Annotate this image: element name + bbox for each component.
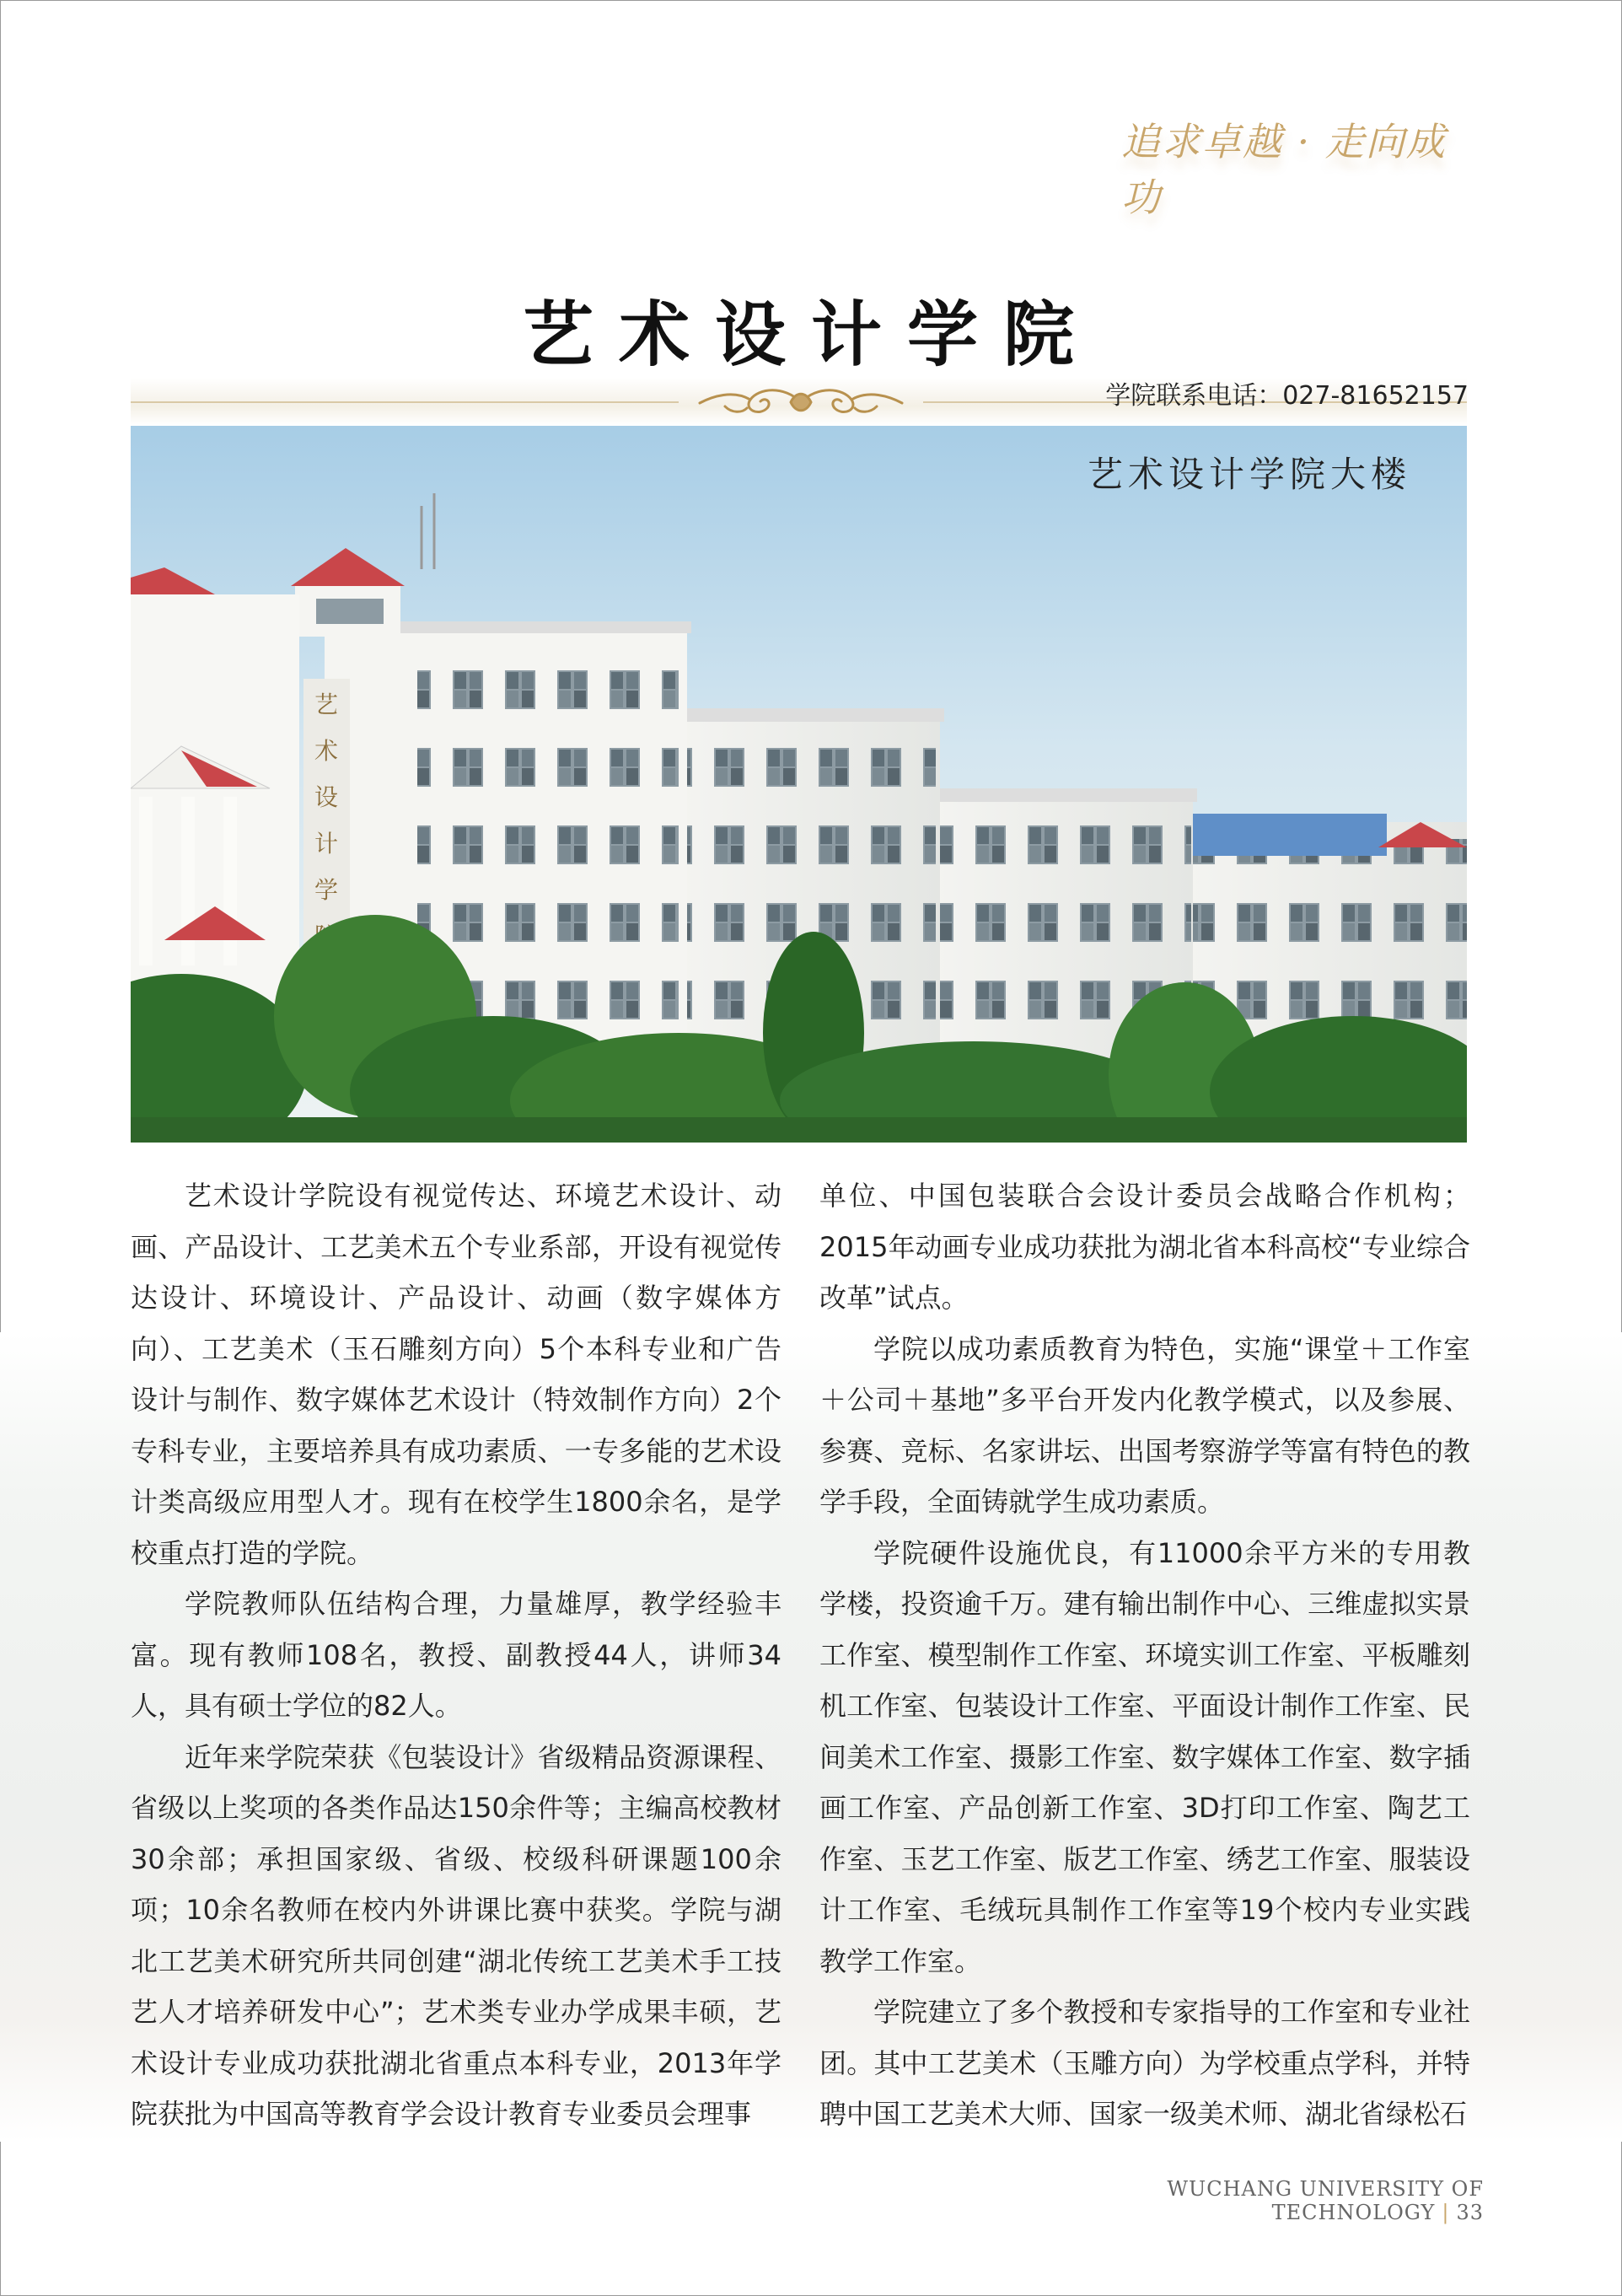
svg-text:设: 设	[314, 783, 339, 811]
text-column-left	[131, 1170, 781, 2140]
building-photo	[131, 426, 1467, 1143]
photo-caption: 艺术设计学院大楼	[1088, 454, 1412, 495]
header-slogan: 追求卓越 · 走向成功	[1121, 119, 1447, 220]
paragraph: 学院建立了多个教授和专家指导的工作室和专业社团。其中工艺美术（玉雕方向）为学校重点学科，并特聘中国工艺美术大师、国家一级美术师、湖北省绿松石	[819, 1996, 1470, 2130]
svg-text:艺: 艺	[314, 691, 339, 718]
page-title: 艺术设计学院	[522, 293, 1099, 376]
text-column-right	[819, 1170, 1470, 2140]
svg-text:计: 计	[314, 830, 339, 858]
paragraph: 艺术设计学院设有视觉传达、环境艺术设计、动画、产品设计、工艺美术五个专业系部，开设有视觉传达设计、环境设计、产品设计、动画（数字媒体方向）、工艺美术（玉石雕刻方向）5个本科专业和广告设计与制作、数字媒体艺术设计（特效制作方向）2个专科专业，主要培养具有成功素质、一专多能的艺术设计类高级应用型人才。现有在校学生1800余名，是学校重点打造的学院。	[131, 1180, 781, 1569]
paragraph: 学院硬件设施优良，有11000余平方米的专用教学楼，投资逾千万。建有输出制作中心、三维虚拟实景工作室、模型制作工作室、环境实训工作室、平板雕刻机工作室、包装设计工作室、平面设计制作工作室、民间美术工作室、摄影工作室、数字媒体工作室、数字插画工作室、产品创新工作室、3D打印工作室、陶艺工作室、玉艺工作室、版艺工作室、绣艺工作室、服装设计工作室、毛绒玩具制作工作室等19个校内专业实践教学工作室。	[819, 1536, 1470, 1977]
svg-text:术: 术	[314, 737, 339, 765]
paragraph: 单位、中国包装联合会设计委员会战略合作机构；2015年动画专业成功获批为湖北省本科高校“专业综合改革”试点。	[819, 1180, 1470, 1314]
footer-separator: |	[1442, 2201, 1450, 2224]
page-footer	[1020, 2177, 1484, 2224]
page-number: 33	[1456, 2201, 1484, 2224]
title-rule-left	[131, 401, 679, 403]
publication-name: WUCHANG UNIVERSITY OF TECHNOLOGY	[1167, 2177, 1484, 2224]
paragraph: 近年来学院荣获《包装设计》省级精品资源课程、省级以上奖项的各类作品达150余件等；主编高校教材30余部；承担国家级、省级、校级科研课题100余项；10余名教师在校内外讲课比赛中获奖。学院与湖北工艺美术研究所共同创建“湖北传统工艺美术手工技艺人才培养研发中心”；艺术类专业办学成果丰硕，艺术设计专业成功获批湖北省重点本科专业，2013年学院获批为中国高等教育学会设计教育专业委员会理事	[131, 1740, 781, 2130]
paragraph: 学院以成功素质教育为特色，实施“课堂＋工作室＋公司＋基地”多平台开发内化教学模式，以及参展、参赛、竞标、名家讲坛、出国考察游学等富有特色的教学手段，全面铸就学生成功素质。	[819, 1332, 1470, 1518]
svg-text:学: 学	[314, 876, 339, 904]
ornament-icon	[691, 381, 910, 423]
paragraph: 学院教师队伍结构合理，力量雄厚，教学经验丰富。现有教师108名，教授、副教授44人，讲师34人，具有硕士学位的82人。	[131, 1588, 781, 1722]
building-photo-illustration	[131, 426, 1467, 1143]
contact-phone: 学院联系电话：027-81652157	[1105, 381, 1469, 411]
